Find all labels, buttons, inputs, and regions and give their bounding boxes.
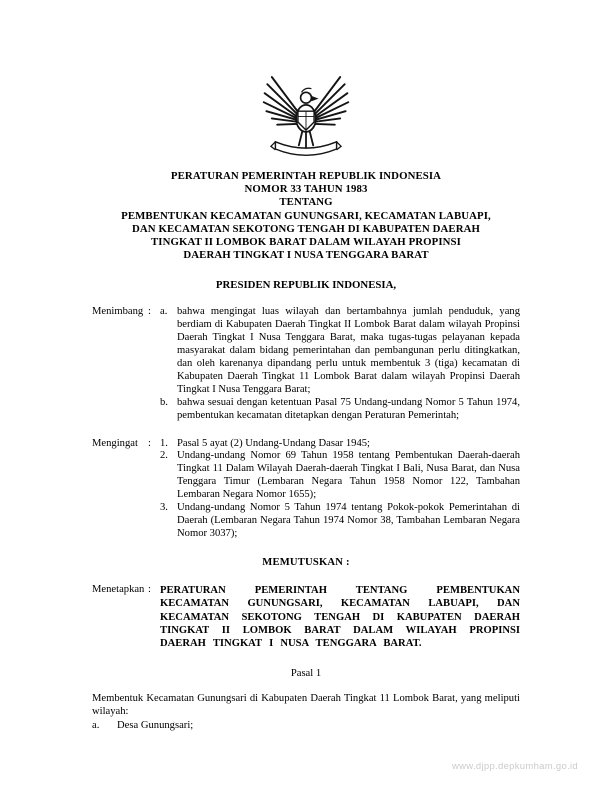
item-marker: 2. bbox=[160, 450, 168, 462]
watermark-text: www.djpp.depkumham.go.id bbox=[451, 761, 578, 772]
title-line-2: NOMOR 33 TAHUN 1983 bbox=[244, 183, 368, 196]
item-marker: 3. bbox=[160, 502, 168, 514]
pasal-1-intro: Membentuk Kecamatan Gunungsari di Kabupaten Daerah Tingkat 11 Lombok Barat, yang meliputi wilayah: bbox=[92, 692, 520, 717]
menimbang-item-b bbox=[160, 397, 520, 423]
menimbang-label: Menimbang bbox=[92, 306, 144, 318]
menimbang-colon: : bbox=[148, 306, 151, 318]
document-title bbox=[92, 170, 520, 262]
item-marker: b. bbox=[160, 396, 168, 408]
item-text: bahwa sesuai dengan ketentuan Pasal 75 Undang-undang Nomor 5 Tahun 1974, pembentukan kecamatan ditetapkan dengan Peraturan Pemerintah; bbox=[177, 396, 520, 421]
menimbang-item-a bbox=[160, 306, 520, 396]
item-text: Pasal 5 ayat (2) Undang-Undang Dasar 1945; bbox=[177, 437, 370, 449]
item-marker: a. bbox=[92, 719, 100, 731]
pasal-1-item-a bbox=[92, 720, 520, 733]
item-marker: a. bbox=[160, 306, 168, 318]
menetapkan-text: PERATURAN PEMERINTAH TENTANG PEMBENTUKAN KECAMATAN GUNUNGSARI, KECAMATAN LABUAPI, DAN KECAMATAN SEKOTONG TENGAH DI KABUPATEN DAERAH TINGKAT II LOMBOK BARAT DALAM WILAYAH PROPINSI DAERAH TINGKAT I NUSA TENGGARA BARAT. bbox=[160, 584, 520, 650]
pasal-1-heading: Pasal 1 bbox=[290, 667, 322, 679]
garuda-pancasila-emblem-icon bbox=[261, 66, 351, 160]
issuer-line: PRESIDEN REPUBLIK INDONESIA, bbox=[215, 279, 397, 292]
mengingat-colon: : bbox=[148, 437, 151, 449]
title-line-7: DAERAH TINGKAT I NUSA TENGGARA BARAT bbox=[183, 249, 429, 262]
item-text: Undang-undang Nomor 69 Tahun 1958 tentang Pembentukan Daerah-daerah Tingkat 11 Dalam Wilayah Daerah-daerah Tingkat I Bali, Nusa Barat, dan Nusa Tenggara Timur (Lembaran Negara Tahun 1958 Nomor 122, Tambahan Lembaran Negara Nomor 1655); bbox=[177, 450, 520, 501]
memutuskan-heading: MEMUTUSKAN : bbox=[262, 556, 350, 568]
mengingat-section bbox=[92, 438, 520, 541]
mengingat-label: Mengingat bbox=[92, 437, 138, 449]
item-text: Desa Gunungsari; bbox=[117, 719, 194, 731]
title-line-5: DAN KECAMATAN SEKOTONG TENGAH DI KABUPATEN DAERAH bbox=[131, 222, 481, 235]
menimbang-section bbox=[92, 306, 520, 422]
item-marker: 1. bbox=[160, 437, 168, 449]
title-line-3: TENTANG bbox=[279, 196, 333, 209]
item-text: bahwa mengingat luas wilayah dan bertambahnya jumlah penduduk, yang berdiam di Kabupaten Daerah Tingkat II Lombok Barat dalam wilayah Propinsi Daerah Tingkat I Nusa Tenggara Barat, maka tugas-tugas pelayanan kepada masyarakat dalam bidang pemerintahan dan pembangunan perlu ditingkatkan, dan oleh karenanya dipandang perlu untuk membentuk 3 (tiga) kecamatan di Kabupaten Daerah Tingkat 11 Lombok Barat dalam wilayah Propinsi Daerah Tingkat I Nusa Tenggara Barat; bbox=[177, 306, 520, 395]
mengingat-item-2 bbox=[160, 450, 520, 502]
title-line-1: PERATURAN PEMERINTAH REPUBLIK INDONESIA bbox=[170, 170, 442, 182]
title-line-6: TINGKAT II LOMBOK BARAT DALAM WILAYAH PROPINSI bbox=[151, 236, 461, 249]
title-line-4: PEMBENTUKAN KECAMATAN GUNUNGSARI, KECAMATAN LABUAPI, bbox=[121, 209, 491, 222]
menetapkan-colon: : bbox=[148, 583, 151, 595]
item-text: Undang-undang Nomor 5 Tahun 1974 tentang Pokok-pokok Pemerintahan di Daerah (Lembaran Negara Tahun 1974 Nomor 38, Tambahan Lembaran Negara Nomor 3037); bbox=[177, 502, 520, 539]
menetapkan-section bbox=[92, 584, 520, 651]
mengingat-item-1 bbox=[160, 438, 520, 451]
menetapkan-label: Menetapkan bbox=[92, 583, 145, 595]
mengingat-item-3 bbox=[160, 502, 520, 541]
